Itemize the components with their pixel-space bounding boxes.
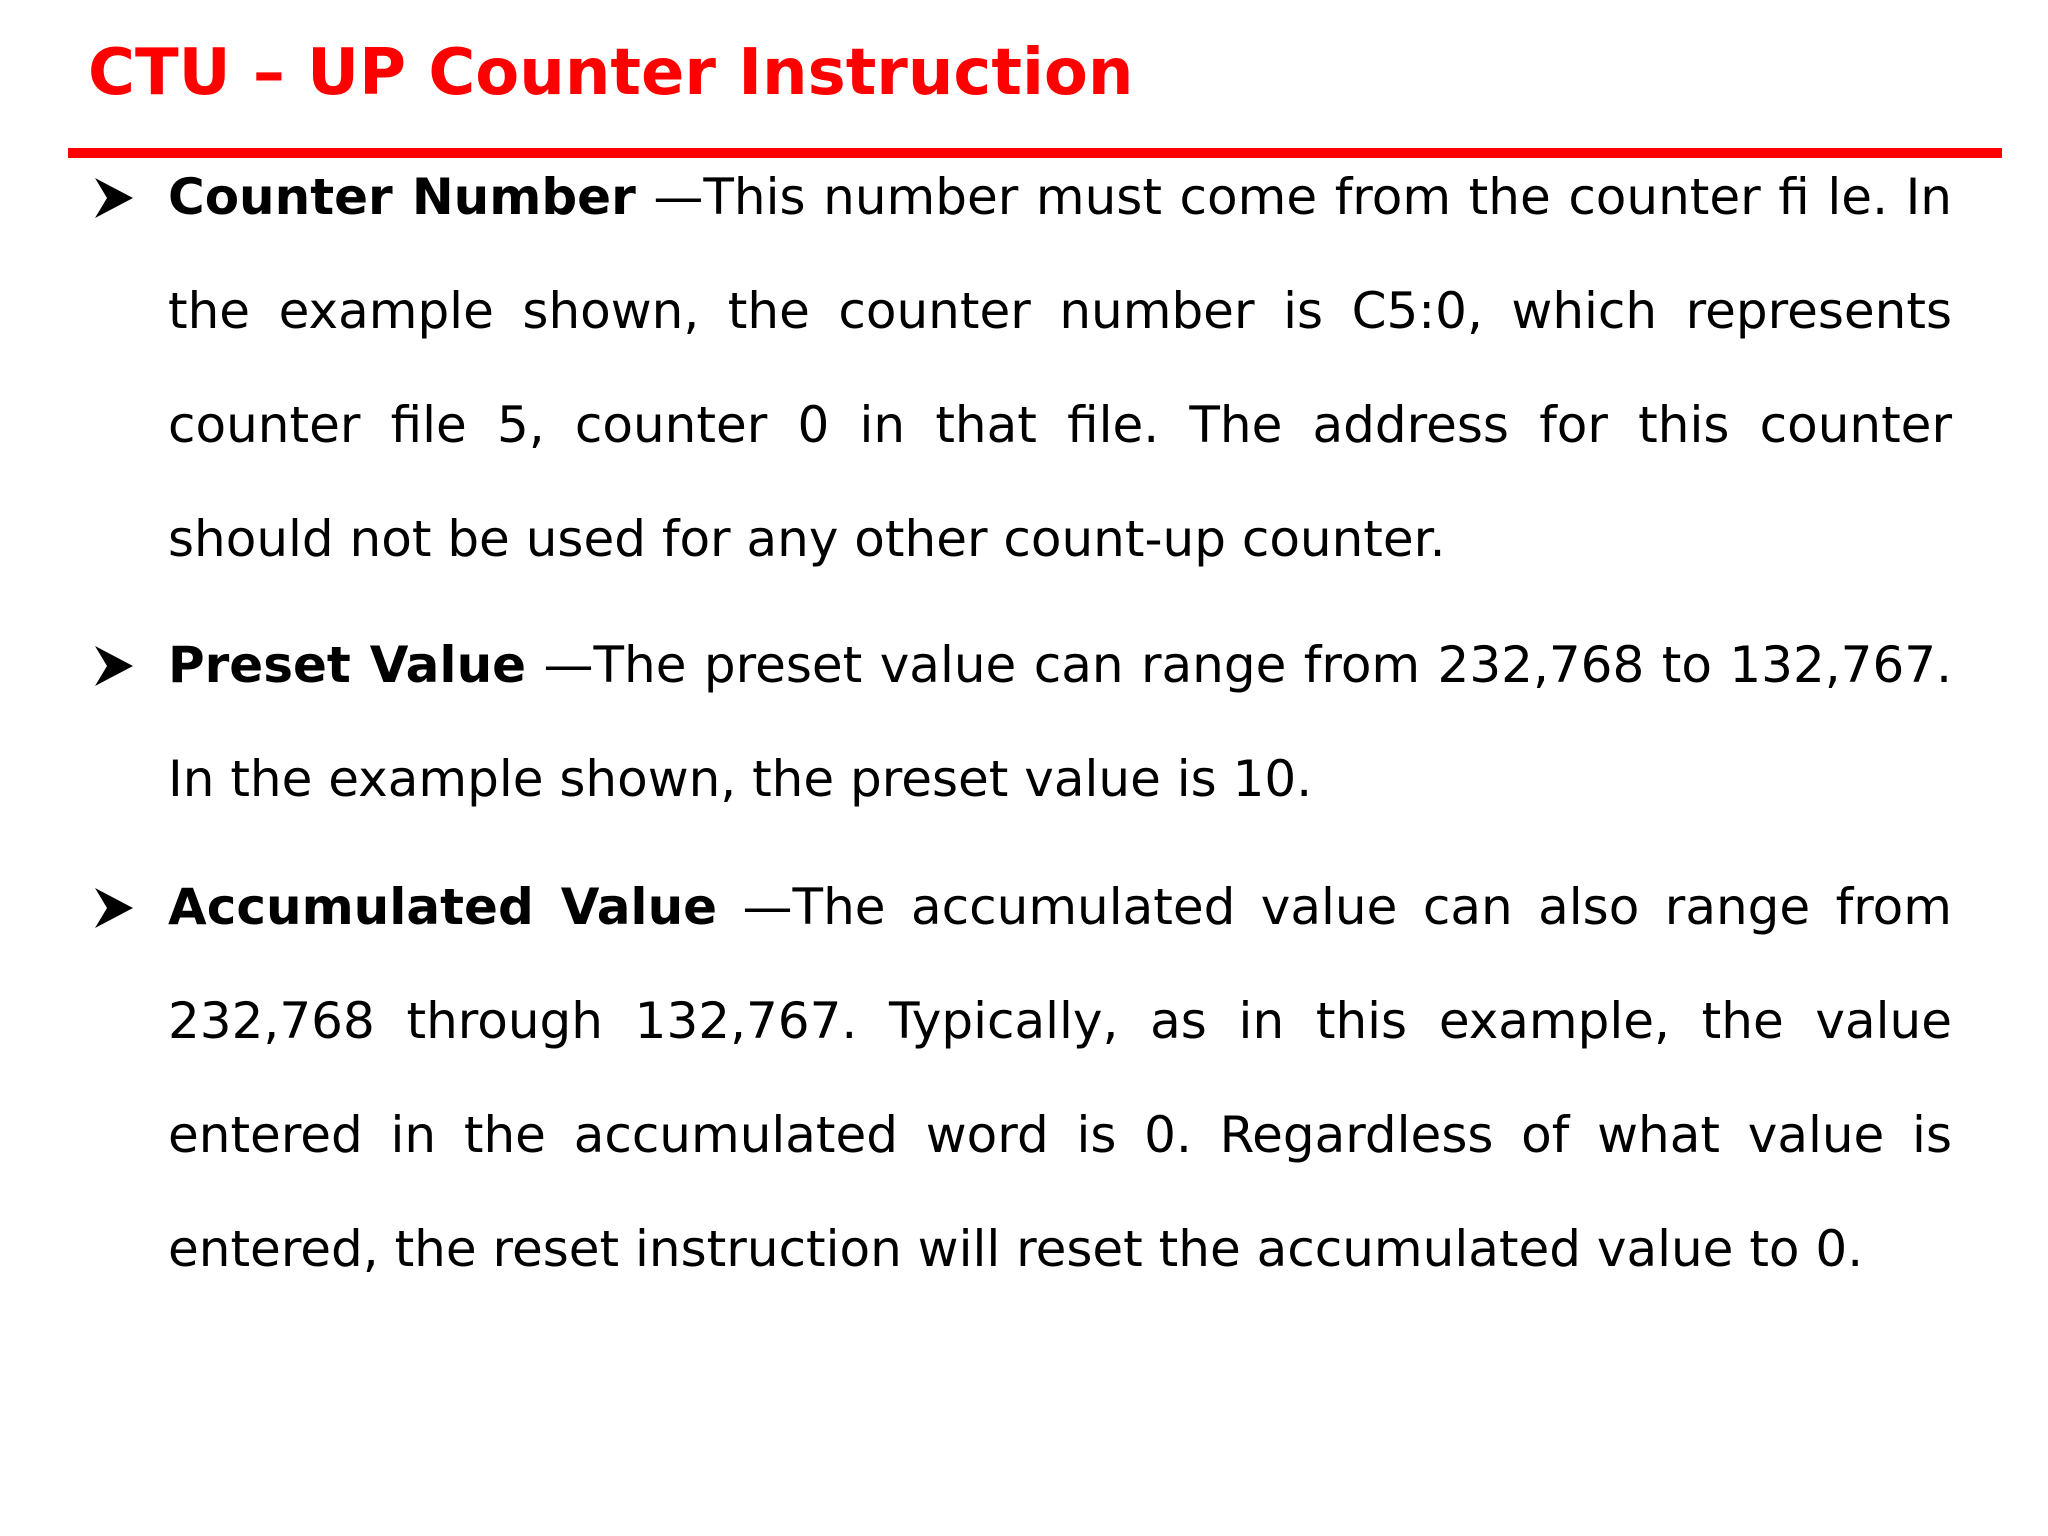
bullet-body: —The accumulated value can also range from 232,768 through 132,767. Typically, as in this example, the value entered in the accumulated word is 0. Regardless of what value is entered, the reset instruction will reset the accumulated value to 0.: [168, 878, 1952, 1278]
bullet-text: [168, 608, 1952, 836]
arrowhead-bullet-icon: [92, 642, 136, 690]
bullet-text: [168, 850, 1952, 1306]
bullet-term: Accumulated Value: [168, 878, 718, 936]
arrowhead-bullet-icon: [92, 174, 136, 222]
slide-title: CTU – UP Counter Instruction: [88, 36, 1134, 110]
bullet-body: —This number must come from the counter fi le. In the example shown, the counter number is C5:0, which represents counter file 5, counter 0 in that file. The address for this counter should not be used for any other count-up counter.: [168, 168, 1953, 568]
bullet-body: —The preset value can range from 232,768 to 132,767. In the example shown, the preset value is 10.: [168, 636, 1952, 808]
bullet-text: [168, 140, 1952, 596]
bullet-term: Preset Value: [168, 636, 527, 694]
arrowhead-bullet-icon: [92, 884, 136, 932]
bullet-term: Counter Number: [168, 168, 636, 226]
